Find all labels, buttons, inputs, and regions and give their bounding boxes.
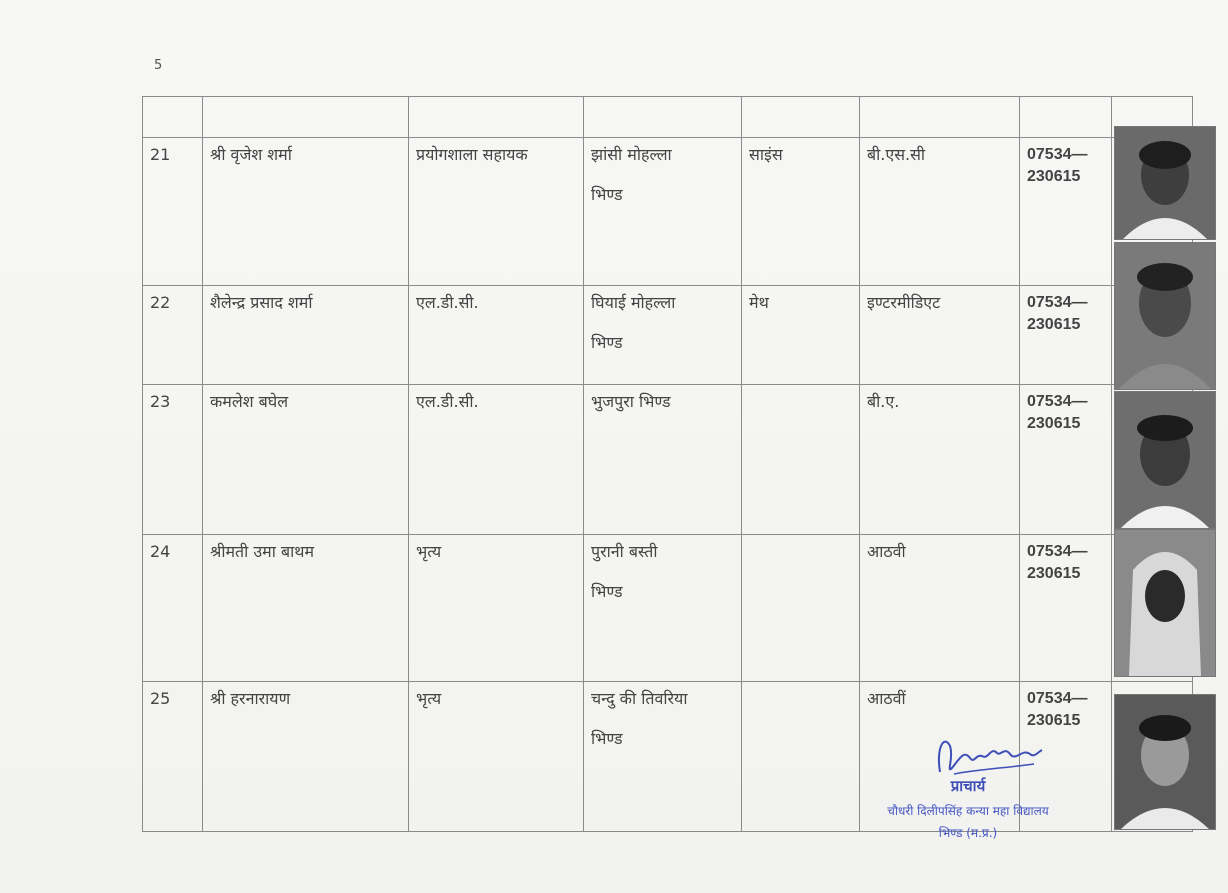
- header-cell: [203, 97, 409, 138]
- stamp-school-name: चौधरी दिलीपसिंह कन्या महा विद्यालय: [887, 804, 1049, 818]
- staff-subject: [742, 534, 860, 682]
- phone-line-2: 230615: [1027, 168, 1081, 186]
- page-number: 5: [154, 58, 163, 73]
- staff-qualification: बी.एस.सी: [860, 138, 1020, 286]
- header-cell: [742, 97, 860, 138]
- staff-photo: [1114, 694, 1216, 830]
- photo-cell: [1112, 385, 1193, 535]
- staff-subject: [742, 385, 860, 535]
- address-line-1: घियाई मोहल्ला: [591, 292, 676, 312]
- table-header-row: [143, 97, 1193, 138]
- header-cell: [143, 97, 203, 138]
- staff-address: [584, 138, 742, 286]
- address-line-2: भिण्ड: [591, 729, 623, 749]
- header-cell: [584, 97, 742, 138]
- photo-cell: [1112, 682, 1193, 832]
- staff-photo: [1114, 126, 1216, 240]
- staff-address: [584, 285, 742, 384]
- serial-number: 21: [143, 138, 203, 286]
- staff-qualification: आठवीं: [860, 682, 1020, 832]
- address-line-1: पुरानी बस्ती: [591, 541, 658, 561]
- staff-post: भृत्य: [409, 534, 584, 682]
- phone-line-1: 07534—: [1027, 542, 1088, 560]
- serial-number: 24: [143, 534, 203, 682]
- staff-name: कमलेश बघेल: [203, 385, 409, 535]
- phone-line-1: 07534—: [1027, 293, 1088, 311]
- address-line-1: भुजपुरा भिण्ड: [591, 392, 671, 412]
- photo-cell: [1112, 285, 1193, 384]
- staff-post: भृत्य: [409, 682, 584, 832]
- staff-name: श्रीमती उमा बाथम: [203, 534, 409, 682]
- staff-post: प्रयोगशाला सहायक: [409, 138, 584, 286]
- stamp-place: भिण्ड (म.प्र.): [938, 826, 998, 840]
- staff-subject: साइंस: [742, 138, 860, 286]
- table-row: [143, 285, 1193, 384]
- table-row: [143, 385, 1193, 535]
- staff-qualification: आठवी: [860, 534, 1020, 682]
- staff-address: [584, 682, 742, 832]
- staff-phone: [1020, 138, 1112, 286]
- phone-line-2: 230615: [1027, 712, 1081, 730]
- table-row: [143, 138, 1193, 286]
- header-cell: [1020, 97, 1112, 138]
- staff-photo: [1114, 242, 1216, 390]
- serial-number: 22: [143, 285, 203, 384]
- phone-line-2: 230615: [1027, 415, 1081, 433]
- serial-number: 23: [143, 385, 203, 535]
- principal-stamp: [838, 728, 1098, 848]
- staff-name: श्री वृजेश शर्मा: [203, 138, 409, 286]
- address-line-2: भिण्ड: [591, 185, 623, 205]
- principal-signature: [934, 728, 1044, 780]
- staff-table: [142, 96, 1193, 832]
- address-line-1: चन्दु की तिवरिया: [591, 689, 688, 709]
- staff-post: एल.डी.सी.: [409, 285, 584, 384]
- phone-line-1: 07534—: [1027, 690, 1088, 708]
- staff-phone: [1020, 385, 1112, 535]
- staff-photo: [1114, 391, 1216, 529]
- table-row: [143, 534, 1193, 682]
- header-cell: [409, 97, 584, 138]
- phone-line-1: 07534—: [1027, 146, 1088, 164]
- stamp-title: प्राचार्य: [950, 777, 986, 795]
- phone-line-2: 230615: [1027, 564, 1081, 582]
- staff-subject: मेथ: [742, 285, 860, 384]
- address-line-1: झांसी मोहल्ला: [591, 145, 672, 165]
- staff-phone: [1020, 285, 1112, 384]
- staff-phone: [1020, 534, 1112, 682]
- staff-name: श्री हरनारायण: [203, 682, 409, 832]
- staff-qualification: बी.ए.: [860, 385, 1020, 535]
- address-line-2: भिण्ड: [591, 581, 623, 601]
- staff-post: एल.डी.सी.: [409, 385, 584, 535]
- staff-name: शैलेन्द्र प्रसाद शर्मा: [203, 285, 409, 384]
- address-line-2: भिण्ड: [591, 332, 623, 352]
- staff-address: [584, 385, 742, 535]
- phone-line-2: 230615: [1027, 315, 1081, 333]
- staff-photo: [1114, 529, 1216, 677]
- staff-qualification: इण्टरमीडिएट: [860, 285, 1020, 384]
- phone-line-1: 07534—: [1027, 393, 1088, 411]
- serial-number: 25: [143, 682, 203, 832]
- staff-address: [584, 534, 742, 682]
- header-cell: [860, 97, 1020, 138]
- photo-cell: [1112, 534, 1193, 682]
